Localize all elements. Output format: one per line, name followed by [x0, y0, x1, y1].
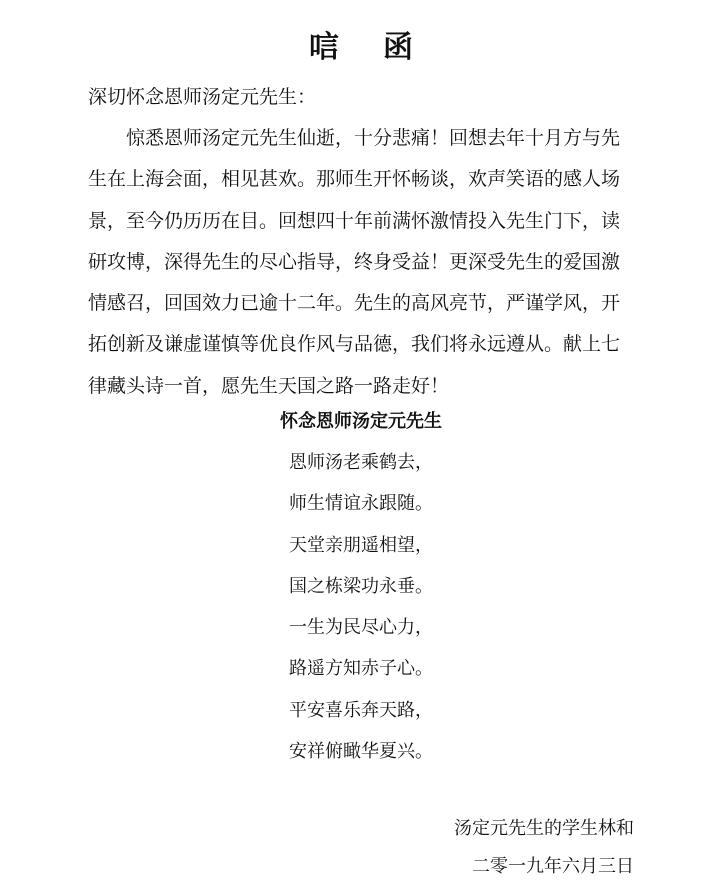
poem-line: 师生情谊永跟随。 — [289, 493, 433, 515]
body-line: 景，至今仍历历在目。回想四十年前满怀激情投入先生门下，读 — [88, 209, 621, 232]
poem-line: 平安喜乐奔天路， — [289, 699, 433, 721]
signature-block — [434, 810, 634, 886]
poem-line: 天堂亲朋遥相望， — [289, 534, 433, 556]
poem-line: 路遥方知赤子心。 — [289, 658, 433, 680]
title-char-1: 唁 — [309, 30, 339, 65]
poem — [0, 402, 722, 772]
body-line: 研攻博，深得先生的尽心指导，终身受益！更深受先生的爱国激 — [88, 250, 621, 273]
poem-title: 怀念恩师汤定元先生 — [280, 411, 442, 432]
signature-author: 汤定元先生的学生林和 — [454, 818, 634, 839]
poem-line: 一生为民尽心力， — [289, 617, 433, 639]
signature-date: 二零一九年六月三日 — [472, 856, 634, 877]
body-line: 情感召，回国效力已逾十二年。先生的高风亮节，严谨学风，开 — [88, 292, 621, 315]
salutation: 深切怀念恩师汤定元先生： — [88, 86, 317, 108]
poem-line: 国之栋梁功永垂。 — [289, 575, 433, 597]
body-line: 惊悉恩师汤定元先生仙逝，十分悲痛！回想去年十月方与先 — [126, 127, 621, 149]
letter-body — [88, 118, 640, 407]
poem-line: 安祥俯瞰华夏兴。 — [289, 741, 433, 763]
body-line: 拓创新及谦虚谨慎等优良作风与品德，我们将永远遵从。献上七 — [88, 333, 621, 356]
title-char-2: 函 — [383, 30, 413, 65]
body-line: 生在上海会面，相见甚欢。那师生开怀畅谈，欢声笑语的感人场 — [88, 168, 621, 191]
body-line: 律藏头诗一首，愿先生天国之路一路走好！ — [88, 374, 450, 397]
poem-line: 恩师汤老乘鹤去， — [289, 452, 433, 473]
document-title — [0, 24, 722, 72]
